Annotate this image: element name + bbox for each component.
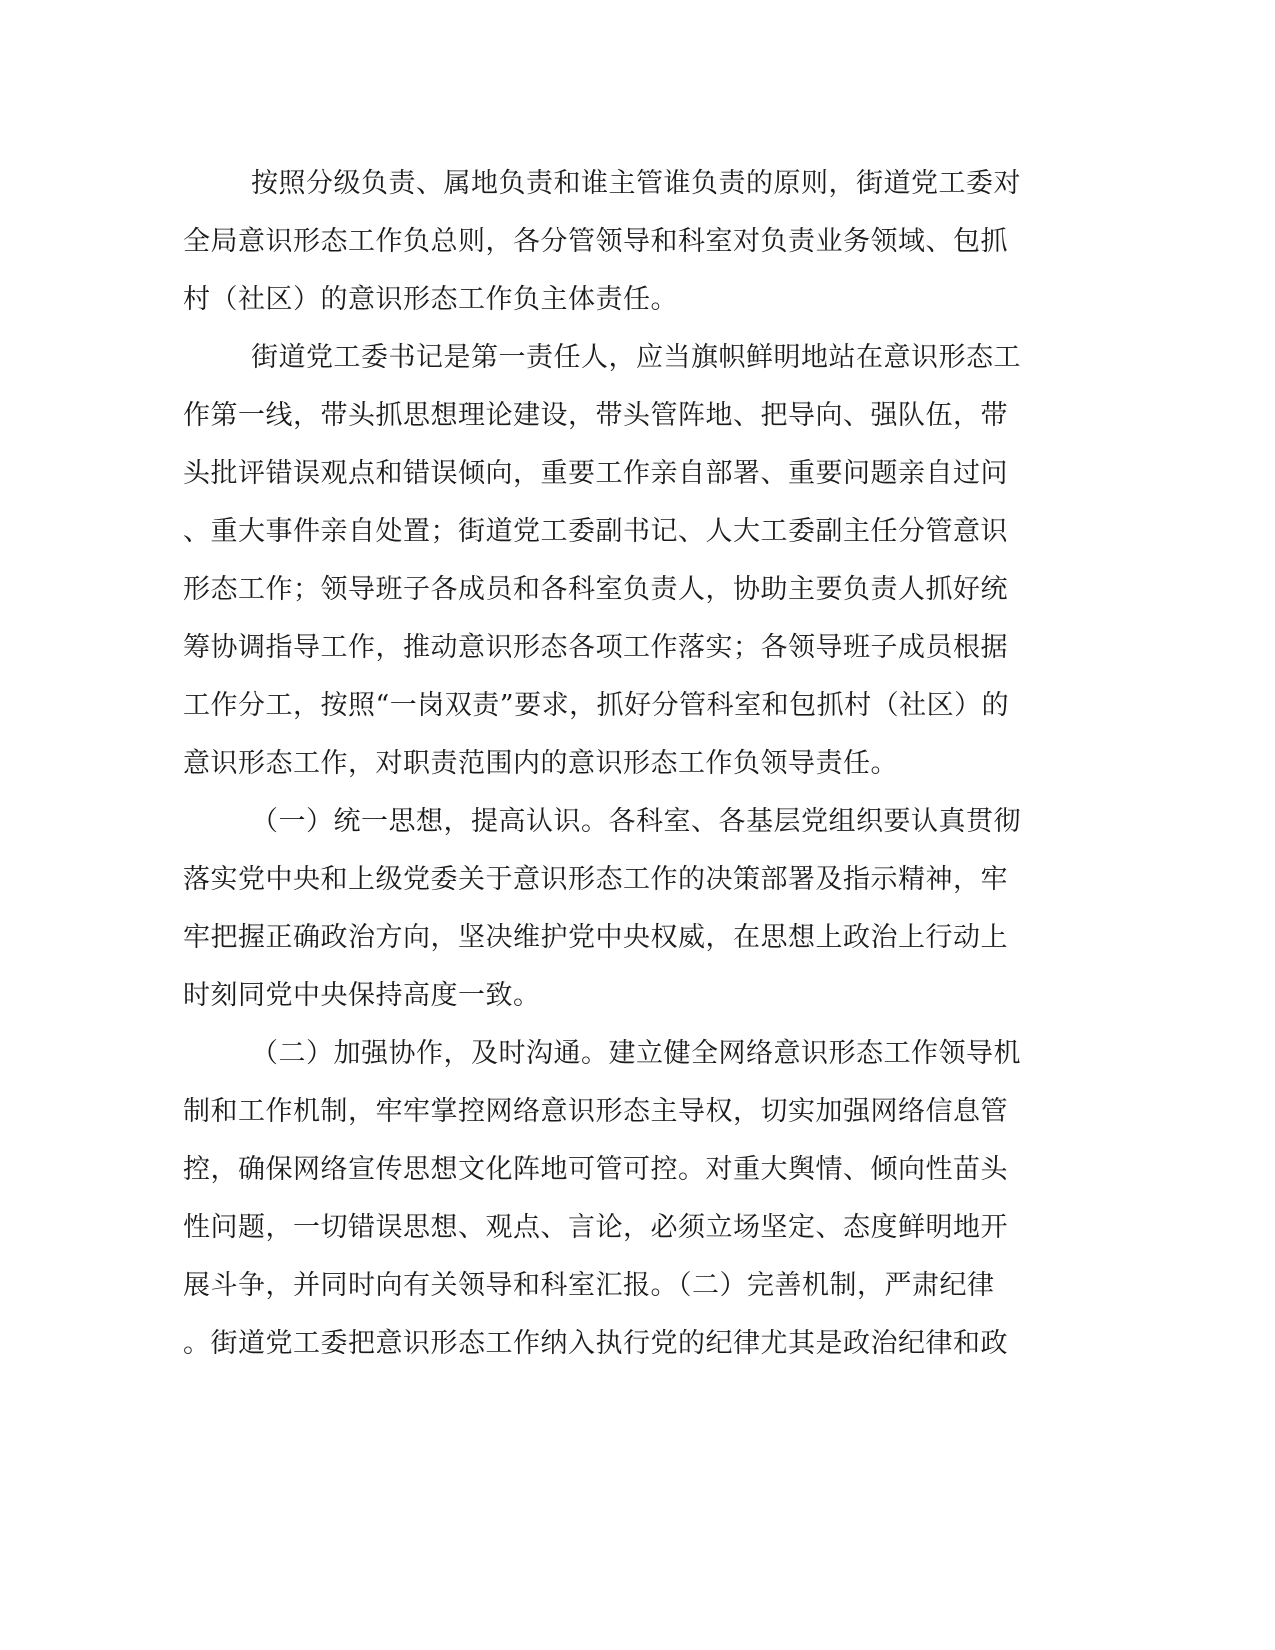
- paragraph-4-line-6: 。街道党工委把意识形态工作纳入执行党的纪律尤其是政治纪律和政: [183, 1328, 1008, 1359]
- paragraph-2-line-5: 形态工作；领导班子各成员和各科室负责人，协助主要负责人抓好统: [183, 574, 1008, 605]
- paragraph-2-line-4: 、重大事件亲自处置；街道党工委副书记、人大工委副主任分管意识: [183, 516, 1008, 547]
- paragraph-1-line-2: 全局意识形态工作负总则，各分管领导和科室对负责业务领域、包抓: [183, 226, 1008, 257]
- paragraph-2-line-1: 街道党工委书记是第一责任人，应当旗帜鲜明地站在意识形态工: [251, 342, 1021, 373]
- paragraph-2-line-2: 作第一线，带头抓思想理论建设，带头管阵地、把导向、强队伍，带: [183, 400, 1008, 431]
- paragraph-2-line-7: 工作分工，按照“一岗双责”要求，抓好分管科室和包抓村（社区）的: [183, 690, 1010, 721]
- paragraph-4-line-5: 展斗争，并同时向有关领导和科室汇报。（二）完善机制，严肃纪律: [183, 1270, 995, 1301]
- paragraph-2-line-8: 意识形态工作，对职责范围内的意识形态工作负领导责任。: [183, 748, 898, 779]
- paragraph-4-line-2: 制和工作机制，牢牢掌控网络意识形态主导权，切实加强网络信息管: [183, 1096, 1008, 1127]
- paragraph-2-line-6: 筹协调指导工作，推动意识形态各项工作落实；各领导班子成员根据: [183, 632, 1008, 663]
- paragraph-3-line-2: 落实党中央和上级党委关于意识形态工作的决策部署及指示精神，牢: [183, 864, 1008, 895]
- paragraph-2-line-3: 头批评错误观点和错误倾向，重要工作亲自部署、重要问题亲自过问: [183, 458, 1008, 489]
- paragraph-4-line-4: 性问题，一切错误思想、观点、言论，必须立场坚定、态度鲜明地开: [183, 1212, 1008, 1243]
- paragraph-1-line-3: 村（社区）的意识形态工作负主体责任。: [183, 284, 678, 315]
- paragraph-3-line-4: 时刻同党中央保持高度一致。: [183, 980, 541, 1011]
- paragraph-1-line-1: 按照分级负责、属地负责和谁主管谁负责的原则，街道党工委对: [251, 168, 1021, 199]
- paragraph-3-line-1: （一）统一思想，提高认识。各科室、各基层党组织要认真贯彻: [251, 806, 1021, 837]
- paragraph-4-line-1: （二）加强协作，及时沟通。建立健全网络意识形态工作领导机: [251, 1038, 1021, 1069]
- paragraph-3-line-3: 牢把握正确政治方向，坚决维护党中央权威，在思想上政治上行动上: [183, 922, 1008, 953]
- paragraph-4-line-3: 控，确保网络宣传思想文化阵地可管可控。对重大舆情、倾向性苗头: [183, 1154, 1008, 1185]
